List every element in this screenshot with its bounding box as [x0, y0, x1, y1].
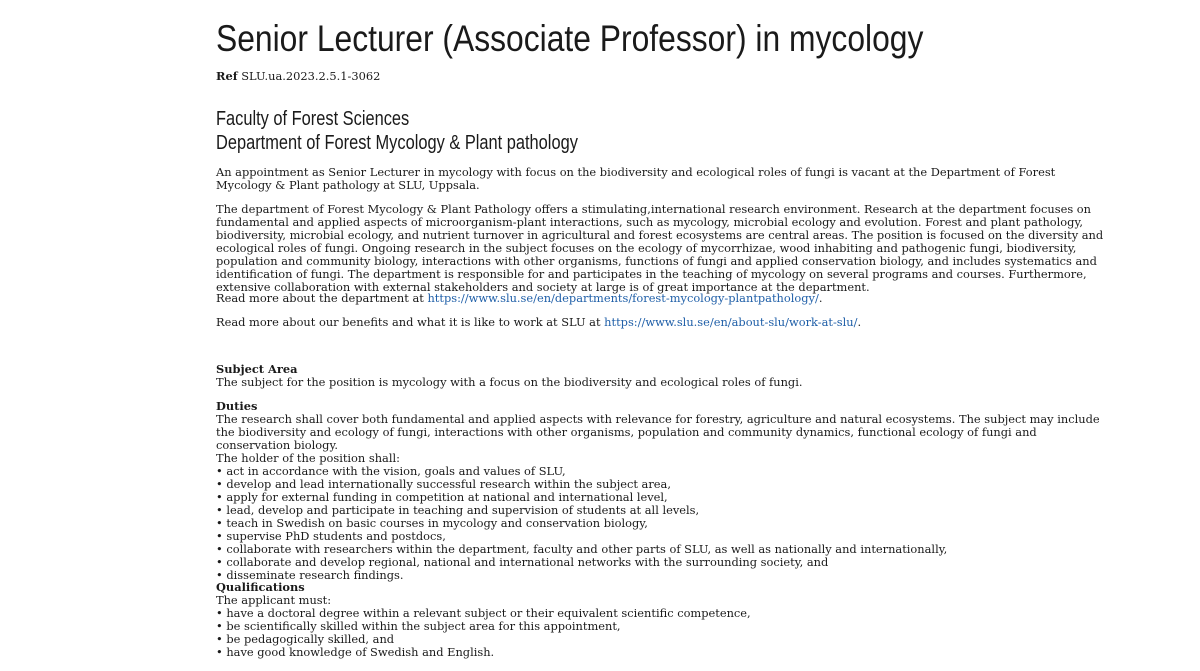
duty-item: • develop and lead internationally successful research within the subject area,: [216, 478, 1110, 491]
intro-paragraph: An appointment as Senior Lecturer in mycology with focus on the biodiversity and ecological roles of fungi is vacant at the Department of Forest Mycology & Plant pathology at SLU, Uppsala.: [216, 165, 1056, 192]
read-more-department-text: Read more about the department at: [216, 291, 428, 305]
read-more-department: [216, 292, 1110, 305]
read-more-department-suffix: .: [818, 291, 823, 305]
department-heading: Department of Forest Mycology & Plant pathology: [216, 132, 578, 154]
duty-item: • collaborate and develop regional, national and international networks with the surrounding society, and: [216, 556, 1110, 569]
duties-holder-intro: The holder of the position shall:: [216, 451, 400, 465]
ref-value: SLU.ua.2023.2.5.1-3062: [241, 69, 381, 83]
read-more-benefits: [216, 316, 1110, 329]
subject-area-text: The subject for the position is mycology with a focus on the biodiversity and ecological roles of fungi.: [216, 375, 803, 389]
qualification-item: • be scientifically skilled within the subject area for this appointment,: [216, 620, 1110, 633]
duty-item: • act in accordance with the vision, goals and values of SLU,: [216, 465, 1110, 478]
read-more-benefits-suffix: .: [857, 315, 862, 329]
duty-item: • lead, develop and participate in teaching and supervision of students at all levels,: [216, 504, 1110, 517]
qualification-item: • have a doctoral degree within a relevant subject or their equivalent scientific competence,: [216, 607, 1110, 620]
department-link[interactable]: https://www.slu.se/en/departments/forest-mycology-plantpathology/: [427, 291, 819, 305]
reference-number: [216, 70, 380, 83]
duty-item: • supervise PhD students and postdocs,: [216, 530, 1110, 543]
ref-label: Ref: [216, 69, 238, 83]
qualification-item: • be pedagogically skilled, and: [216, 633, 1110, 646]
duty-item: • disseminate research findings.: [216, 569, 1110, 582]
faculty-heading: Faculty of Forest Sciences: [216, 108, 410, 130]
qualifications-intro: The applicant must:: [216, 593, 332, 607]
page-title: Senior Lecturer (Associate Professor) in mycology: [216, 18, 924, 59]
qualification-item: • have good knowledge of Swedish and English.: [216, 646, 1110, 659]
qualifications-heading: Qualifications: [216, 580, 305, 594]
qualifications-section: [216, 581, 1110, 659]
read-more-benefits-text: Read more about our benefits and what it is like to work at SLU at: [216, 315, 605, 329]
duty-item: • apply for external funding in competition at national and international level,: [216, 491, 1110, 504]
duty-item: • collaborate with researchers within the department, faculty and other parts of SLU, as well as nationally and internationally,: [216, 543, 1110, 556]
department-description: The department of Forest Mycology & Plant Pathology offers a stimulating,international research environment. Research at the department focuses on fundamental and applied aspects of microorganism-plant interactions, such as mycology, microbial ecology and evolution. Forest and plant pathology, biodiversity, microbial ecology, and nutrient turnover in agricultural and forest ecosystems are central areas. The position is focused on the diversity and ecological roles of fungi. Ongoing research in the subject focuses on the ecology of mycorrhizae, wood inhabiting and pathogenic fungi, biodiversity, population and community biology, interactions with other organisms, functions of fungi and applied conservation biology, and includes systematics and identification of fungi. The department is responsible for and participates in the teaching of mycology on several programs and courses. Furthermore, extensive collaboration with external stakeholders and society at large is of great importance at the department.: [216, 202, 1104, 294]
duties-text: The research shall cover both fundamental and applied aspects with relevance for forestry, agriculture and natural ecosystems. The subject may include the biodiversity and ecology of fungi, interactions with other organisms, population and community dynamics, functional ecology of fungi and conservation biology.: [216, 412, 1100, 452]
duties-section: [216, 400, 1110, 582]
benefits-link[interactable]: https://www.slu.se/en/about-slu/work-at-slu/: [604, 315, 858, 329]
duty-item: • teach in Swedish on basic courses in mycology and conservation biology,: [216, 517, 1110, 530]
subject-area-section: [216, 363, 1110, 389]
duties-heading: Duties: [216, 399, 258, 413]
subject-area-heading: Subject Area: [216, 362, 298, 376]
